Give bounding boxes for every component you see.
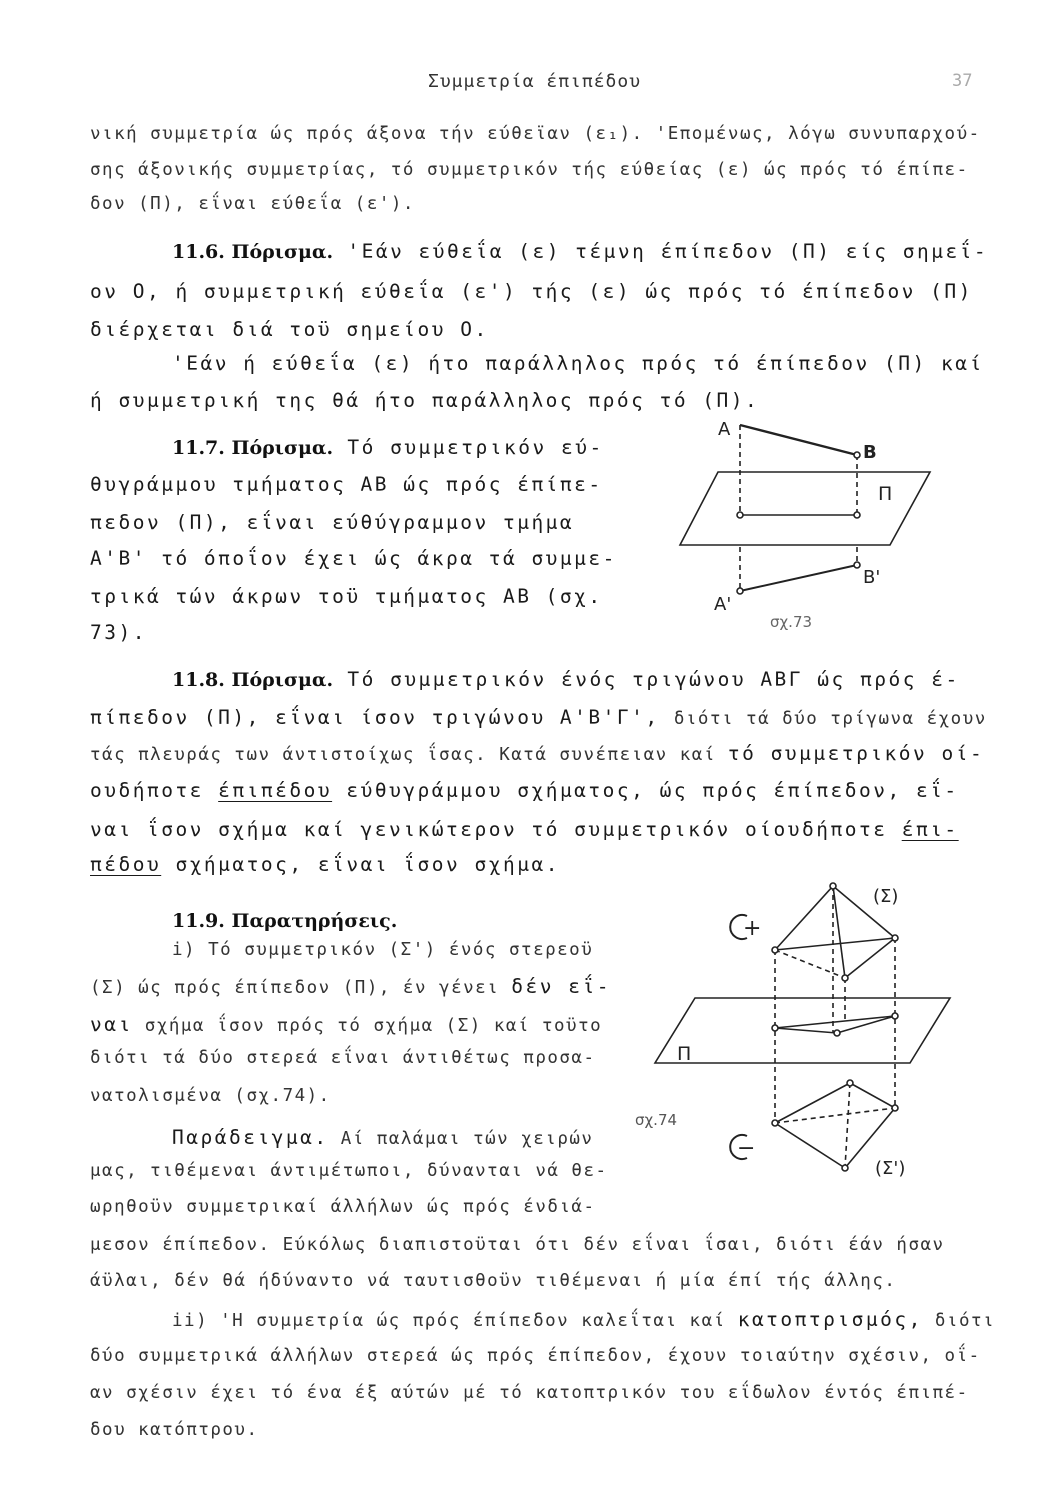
text-line: i) Τό συμμετρικόν (Σ') ένός στερεοϋ — [172, 940, 594, 960]
figure-caption: σχ.73 — [770, 613, 813, 631]
text-line: δύο συμμετρικά άλλήλων στερεά ώς πρός έπίπεδον, έχουν τοιαύτην σχέσιν, οΐ- — [90, 1346, 981, 1366]
figure-73 — [670, 415, 950, 650]
text-line: δου κατόπτρου. — [90, 1420, 259, 1440]
text-line — [90, 975, 611, 998]
label-b2: Β' — [863, 567, 881, 588]
section-heading: 11.6. Πόρισμα. — [172, 241, 334, 263]
text-line: άϋλαι, δέν θά ήδύναντο νά ταυτισθοϋν τιθέμεναι ή μία έπί τής άλλης. — [90, 1271, 897, 1291]
text-fragment: δέν εΐ- — [511, 975, 611, 998]
hidden-edge — [845, 1083, 850, 1168]
text-line: ή συμμετρική της θά ήτο παράλληλος πρός τό (Π). — [90, 389, 760, 412]
minus-sign: − — [737, 1136, 756, 1161]
figure-caption: σχ.74 — [635, 1111, 678, 1129]
text-fragment: διότι — [934, 1311, 996, 1331]
text-line: 'Εάν εύθεΐα (ε) τέμνη έπίπεδον (Π) είς σημεΐ- — [347, 240, 989, 263]
point-b2 — [854, 562, 860, 568]
segment-a2b2 — [740, 565, 857, 591]
text-line: τρικά τών άκρων τοϋ τμήματος ΑΒ (σχ. — [90, 585, 603, 608]
page-header-title: Συμμετρία έπιπέδου — [428, 71, 642, 92]
text-line — [172, 1308, 995, 1331]
section-heading: 11.8. Πόρισμα. — [172, 669, 334, 691]
text-line — [172, 1126, 593, 1149]
text-line: νατολισμένα (σχ.74). — [90, 1086, 331, 1106]
section-11-7-line — [172, 436, 604, 459]
underlined-word: έπιπέδου — [218, 779, 333, 802]
text-fragment: Αί παλάμαι τών χειρών — [340, 1129, 594, 1149]
text-line: 73). — [90, 621, 147, 644]
edge — [850, 1083, 895, 1108]
text-fragment: σχήμα ΐσον πρός τό σχήμα (Σ) καί τοϋτο — [144, 1016, 603, 1036]
text-line — [90, 818, 959, 841]
edge — [775, 1123, 845, 1168]
text-line: μας, τιθέμεναι άντιμέτωποι, δύνανται νά θε- — [90, 1161, 608, 1181]
label-solid-symmetric: (Σ') — [875, 1158, 906, 1179]
text-line: μεσον έπίπεδον. Εύκόλως διαπιστοϋται ότι δέν εΐναι ΐσαι, διότι έάν ήσαν — [90, 1235, 945, 1255]
text-line — [90, 779, 959, 802]
projection-edge — [775, 1028, 837, 1033]
text-fragment: σχήματος, εΐναι ΐσον σχήμα. — [175, 853, 560, 876]
label-a: Α — [718, 419, 731, 440]
plane-polygon — [680, 472, 930, 545]
text-line: 'Εάν ή εύθεΐα (ε) ήτο παράλληλος πρός τό έπίπεδον (Π) καί — [172, 352, 984, 375]
text-fragment: Παράδειγμα. — [172, 1126, 329, 1149]
segment-ab — [740, 425, 857, 455]
text-fragment: (Σ) ώς πρός έπίπεδον (Π), έν γένει — [90, 978, 500, 998]
text-line — [90, 742, 984, 765]
section-heading: 11.7. Πόρισμα. — [172, 437, 334, 459]
text-line: θυγράμμου τμήματος ΑΒ ώς πρός έπίπε- — [90, 473, 603, 496]
text-fragment: τάς πλευράς των άντιστοίχως ΐσας. Κατά συνέπειαν καί — [90, 745, 716, 765]
text-fragment: πίπεδον (Π), εΐναι ίσον τριγώνου Α'Β'Γ', — [90, 706, 660, 729]
plus-sign: + — [743, 916, 762, 941]
underlined-word: πέδου — [90, 853, 162, 876]
label-plane: Π — [878, 483, 893, 505]
point-projection-b — [854, 512, 860, 518]
text-fragment: ουδήποτε — [90, 779, 204, 802]
text-line: ωρηθοϋν συμμετρικαί άλλήλων ώς πρός ένδιά- — [90, 1197, 596, 1217]
text-line: Α'Β' τό όποΐον έχει ώς άκρα τά συμμε- — [90, 547, 617, 570]
text-line: Τό συμμετρικόν ένός τριγώνου ΑΒΓ ώς πρός έ- — [347, 668, 960, 691]
page-number: 37 — [952, 71, 973, 91]
hidden-edge — [775, 950, 845, 978]
text-fragment: ναι ΐσον σχήμα καί γενικώτερον τό συμμετρικόν οίουδήποτε — [90, 818, 888, 841]
text-fragment: ναι — [90, 1013, 133, 1036]
label-b: Β — [863, 442, 877, 463]
edge — [845, 938, 895, 978]
point-projection-a — [737, 512, 743, 518]
text-fragment: διότι τά δύο τρίγωνα έχουν — [673, 709, 987, 729]
text-line — [90, 706, 987, 729]
figure-74 — [625, 878, 955, 1198]
edge — [775, 1083, 850, 1123]
label-a2: Α' — [714, 594, 732, 615]
hidden-edge — [775, 1108, 895, 1123]
point-a2 — [737, 588, 743, 594]
label-solid: (Σ) — [873, 886, 899, 907]
text-fragment: τό συμμετρικόν οί- — [727, 742, 985, 765]
point-b — [854, 452, 860, 458]
text-fragment: ii) 'Η συμμετρία ώς πρός έπίπεδον καλεΐται καί — [172, 1311, 726, 1331]
text-line: Τό συμμετρικόν εύ- — [347, 436, 604, 459]
edge — [775, 886, 833, 950]
edge — [833, 886, 845, 978]
label-plane: Π — [677, 1043, 692, 1065]
text-line — [90, 1013, 602, 1036]
section-11-6-line — [172, 240, 988, 263]
text-line: νική συμμετρία ώς πρός άξονα τήν εύθεϊαν (ε₁). 'Επομένως, λόγω συνυπαρχού- — [90, 124, 981, 144]
section-heading: 11.9. Παρατηρήσεις. — [172, 910, 398, 932]
text-fragment: εύθυγράμμου σχήματος, ώς πρός έπίπεδον, εΐ- — [346, 779, 959, 802]
text-line: αν σχέσιν έχει τό ένα έξ αύτών μέ τό κατοπτρικόν του εΐδωλον έντός έπιπέ- — [90, 1383, 969, 1403]
text-line — [90, 853, 560, 876]
edge — [775, 938, 895, 950]
emphasized-word: κατοπτρισμός, — [737, 1308, 923, 1331]
text-line: διέρχεται διά τοϋ σημείου Ο. — [90, 318, 489, 341]
text-line: ον Ο, ή συμμετρική εύθεΐα (ε') τής (ε) ώς πρός τό έπίπεδον (Π) — [90, 280, 973, 303]
text-line: δον (Π), εΐναι εύθεΐα (ε'). — [90, 194, 415, 214]
underlined-word: έπι- — [901, 818, 959, 841]
section-11-8-line — [172, 668, 960, 691]
text-line: πεδον (Π), εΐναι εύθύγραμμον τμήμα — [90, 511, 575, 534]
text-line: διότι τά δύο στερεά εΐναι άντιθέτως προσα- — [90, 1048, 596, 1068]
text-line: σης άξονικής συμμετρίας, τό συμμετρικόν τής εύθείας (ε) ώς πρός τό έπίπε- — [90, 160, 969, 180]
